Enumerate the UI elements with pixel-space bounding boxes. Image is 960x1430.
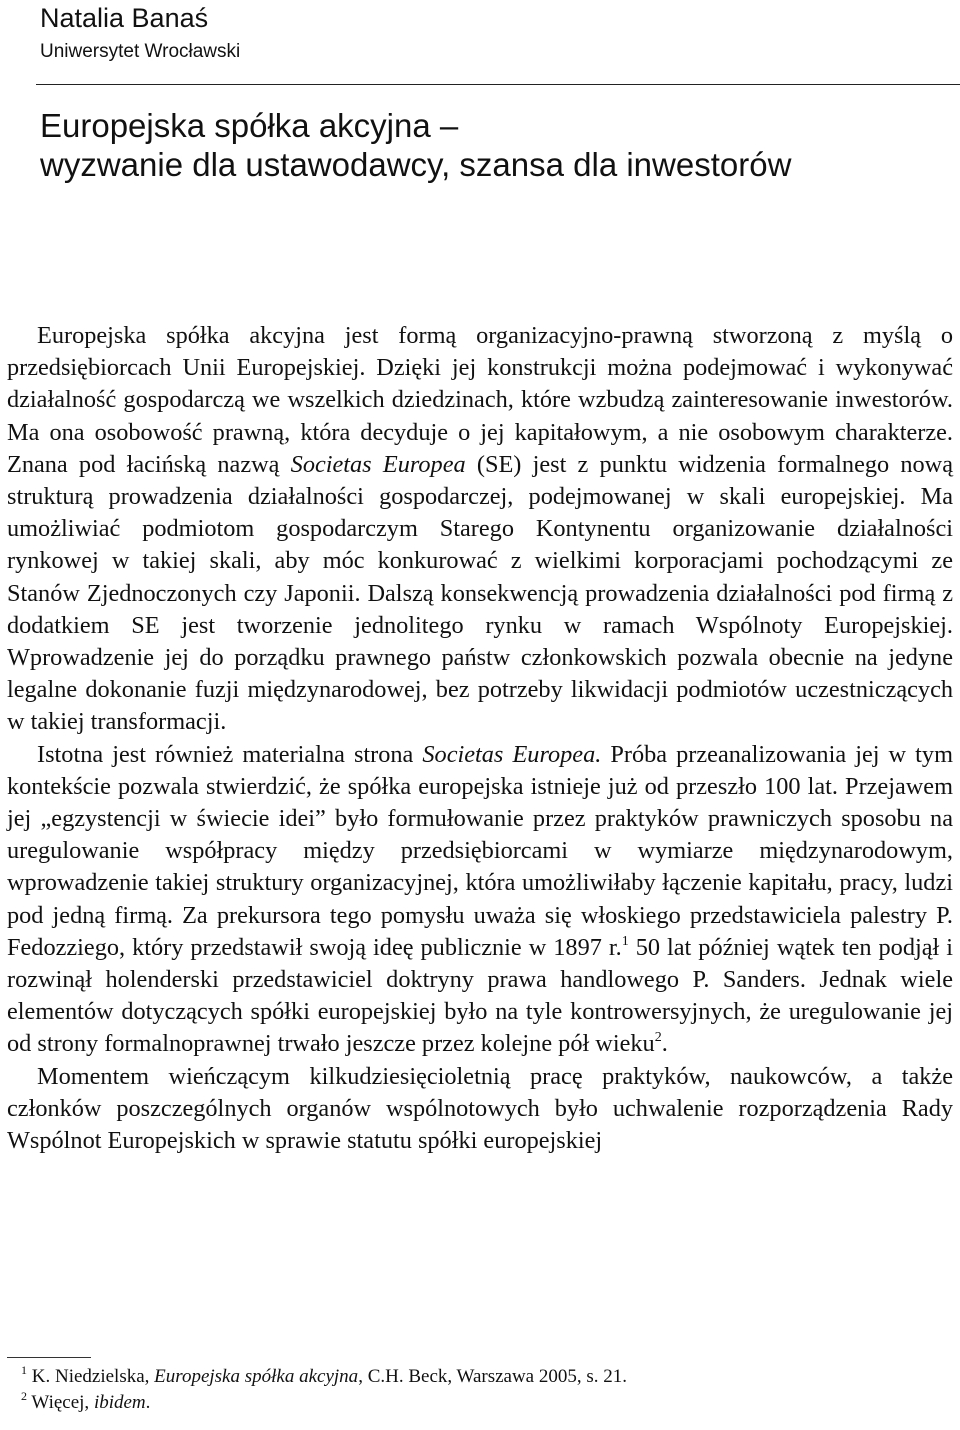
title-line-2: wyzwanie dla ustawodawcy, szansa dla inwestorów	[40, 146, 792, 183]
paragraph-2-text-b: Próba przeanalizowania jej w tym kontekście pozwala stwierdzić, że spółka europejska istnieje już od przeszło 100 lat. Przejawem jej „egzystencji w świecie idei” było formułowanie przez praktyków prawniczych sposobu na uregulowanie współpracy między przedsiębiorcami w wymiarze międzynarodowym, wprowadzenie takiej struktury organizacyjnej, która umożliwiłaby łączenie kapitału, pracy, ludzi pod jedną firmą. Za prekursora tego pomysłu uważa się włoskiego przedstawiciela palestry P. Fedozziego, który przedstawił swoją ideę publicznie w 1897 r.	[7, 740, 953, 961]
footnote-1	[7, 1364, 953, 1390]
paragraph-2-text-d: .	[661, 1030, 668, 1058]
paragraph-1	[7, 320, 953, 739]
author-affiliation: Uniwersytet Wrocławski	[40, 41, 241, 62]
author-name: Natalia Banaś	[40, 3, 209, 33]
title-line-1: Europejska spółka akcyjna –	[40, 107, 459, 144]
article-title	[40, 106, 940, 184]
latin-term-2: Societas Europea.	[422, 740, 602, 768]
paragraph-2-text-c: 50 lat później wątek ten podjął i rozwinął holenderski przedstawiciel doktryny prawa handlowego P. Sanders. Jednak wiele elementów dotyczących spółki europejskiej było na tyle kontrowersyjnych, że uregulowanie jej od strony formalnoprawnej trwało jeszcze przez kolejne pół wieku	[7, 933, 954, 1058]
paragraph-2-text-a: Istotna jest również materialna strona	[37, 740, 423, 768]
footnote-2-text-a: Więcej,	[27, 1392, 94, 1413]
footnote-ref-2[interactable]: 2	[654, 1030, 662, 1046]
footnote-1-text-a: K. Niedzielska,	[27, 1366, 155, 1387]
paragraph-3: Momentem wieńczącym kilkudziesięcioletnią pracę praktyków, naukowców, a także członków poszczególnych organów wspólnotowych było uchwalenie rozporządzenia Rady Wspólnot Europejskich w sprawie statutu spółki europejskiej	[7, 1062, 953, 1155]
footnote-1-number: 1	[21, 1363, 27, 1377]
footnote-2-text-b: .	[145, 1392, 151, 1413]
paragraph-1-text-a: Europejska spółka akcyjna jest formą organizacyjno-prawną stworzoną z myślą o przedsiębiorcach Unii Europejskiej. Dzięki jej konstrukcji można podejmować i wykonywać działalność gospodarczą we wszelkich dziedzinach, które wzbudzą zainteresowanie inwestorów. Ma ona osobowość prawną, która decyduje o jej kapitałowym, a nie osobowym charakterze. Znana pod łacińską nazwą	[7, 322, 953, 478]
header-rule	[36, 84, 960, 85]
footnote-1-text-b: , C.H. Beck, Warszawa 2005, s. 21.	[358, 1366, 628, 1387]
footnote-rule	[7, 1357, 91, 1358]
footnote-2-ibidem: ibidem	[93, 1392, 146, 1413]
article-body	[7, 320, 953, 1157]
paragraph-1-text-b: (SE) jest z punktu widzenia formalnego nową strukturą prowadzenia działalności gospodarczej, podejmowanej w skali europejskiej. Ma umożliwiać podmiotom gospodarczym Starego Kontynentu organizowanie działalności rynkowej w takiej skali, aby móc konkurować z wielkimi korporacjami pochodzącymi ze Stanów Zjednoczonych czy Japonii. Dalszą konsekwencją prowadzenia działalności pod firmą z dodatkiem SE jest tworzenie jednolitego rynku w ramach Wspólnoty Europejskiej. Wprowadzenie jej do porządku prawnego państw członkowskich pozwala obecnie na jedyne legalne dokonanie fuzji międzynarodowej, bez potrzeby likwidacji podmiotów uczestniczących w takiej transformacji.	[7, 450, 954, 736]
footnote-ref-1[interactable]: 1	[621, 933, 629, 949]
footnotes	[7, 1364, 953, 1416]
footnote-2	[7, 1390, 953, 1416]
footnote-1-book-title: Europejska spółka akcyjna	[154, 1366, 359, 1387]
latin-term: Societas Europea	[290, 450, 466, 478]
footnote-2-number: 2	[21, 1389, 27, 1403]
paragraph-2	[7, 739, 953, 1061]
